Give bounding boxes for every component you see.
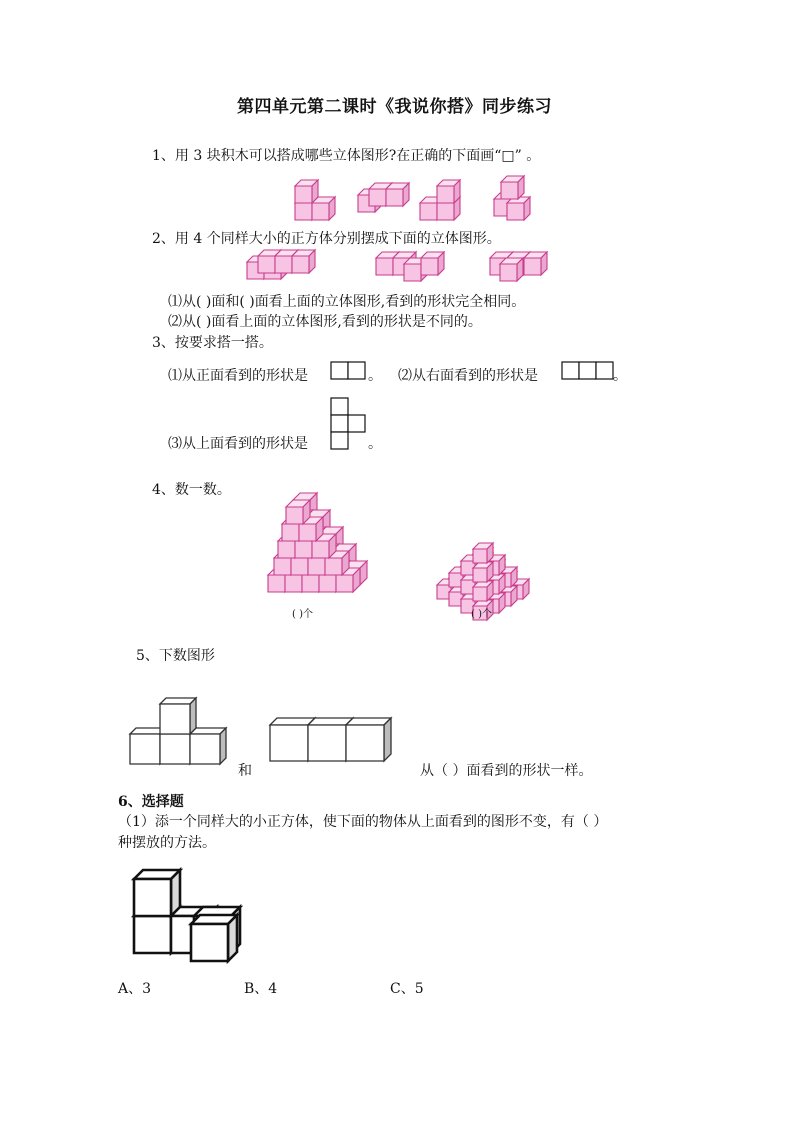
question-2-text: 2、用 4 个同样大小的正方体分别摆成下面的立体图形。	[152, 231, 501, 247]
option-a[interactable]: A、3	[118, 981, 152, 997]
question-3-sub1: ⑴从正面看到的形状是	[168, 368, 308, 384]
question-3-sub2: ⑵从右面看到的形状是	[398, 368, 538, 384]
q2-figures	[0, 250, 794, 290]
question-3-sub2-end: 。	[613, 368, 627, 384]
question-1-text: 1、用 3 块积木可以搭成哪些立体图形?在正确的下面画“□” 。	[152, 148, 541, 164]
question-2-sub1: ⑴从( )面和( )面看上面的立体图形,看到的形状完全相同。	[168, 294, 526, 310]
square-pyramid-figure	[420, 495, 620, 615]
page-title: 第四单元第二课时《我说你搭》同步练习	[237, 97, 552, 117]
question-3-sub3-end: 。	[368, 436, 382, 452]
question-3-sub3: ⑶从上面看到的形状是	[168, 436, 308, 452]
q6-figure	[128, 862, 268, 972]
question-3-sub1-end: 。	[368, 368, 382, 384]
option-b[interactable]: B、4	[244, 981, 278, 997]
option-c[interactable]: C、5	[390, 981, 424, 997]
question-6-heading: 6、选择题	[118, 794, 184, 810]
question-3-text: 3、按要求搭一搭。	[152, 335, 273, 351]
q5-shape-a	[125, 692, 235, 772]
question-4-blank-1: ( )个	[292, 609, 313, 620]
question-4-blank-2: ( )个	[471, 609, 492, 620]
q5-shape-b	[268, 710, 418, 770]
question-5-text: 5、下数图形	[136, 648, 215, 664]
question-5-and: 和	[238, 763, 252, 779]
top-view-shape	[330, 397, 370, 455]
q1-figures	[0, 175, 794, 235]
question-5-tail: 从（ ）面看到的形状一样。	[420, 763, 593, 779]
question-2-sub2: ⑵从( )面看上面的立体图形,看到的形状是不同的。	[168, 314, 482, 330]
front-view-shape	[330, 361, 370, 383]
right-view-shape	[561, 361, 621, 383]
question-4-text: 4、数一数。	[152, 482, 231, 498]
question-6-sub1-line2: 种摆放的方法。	[118, 835, 216, 851]
question-6-sub1-line1: （1）添一个同样大的小正方体，使下面的物体从上面看到的图形不变，有（ ）	[118, 814, 608, 830]
